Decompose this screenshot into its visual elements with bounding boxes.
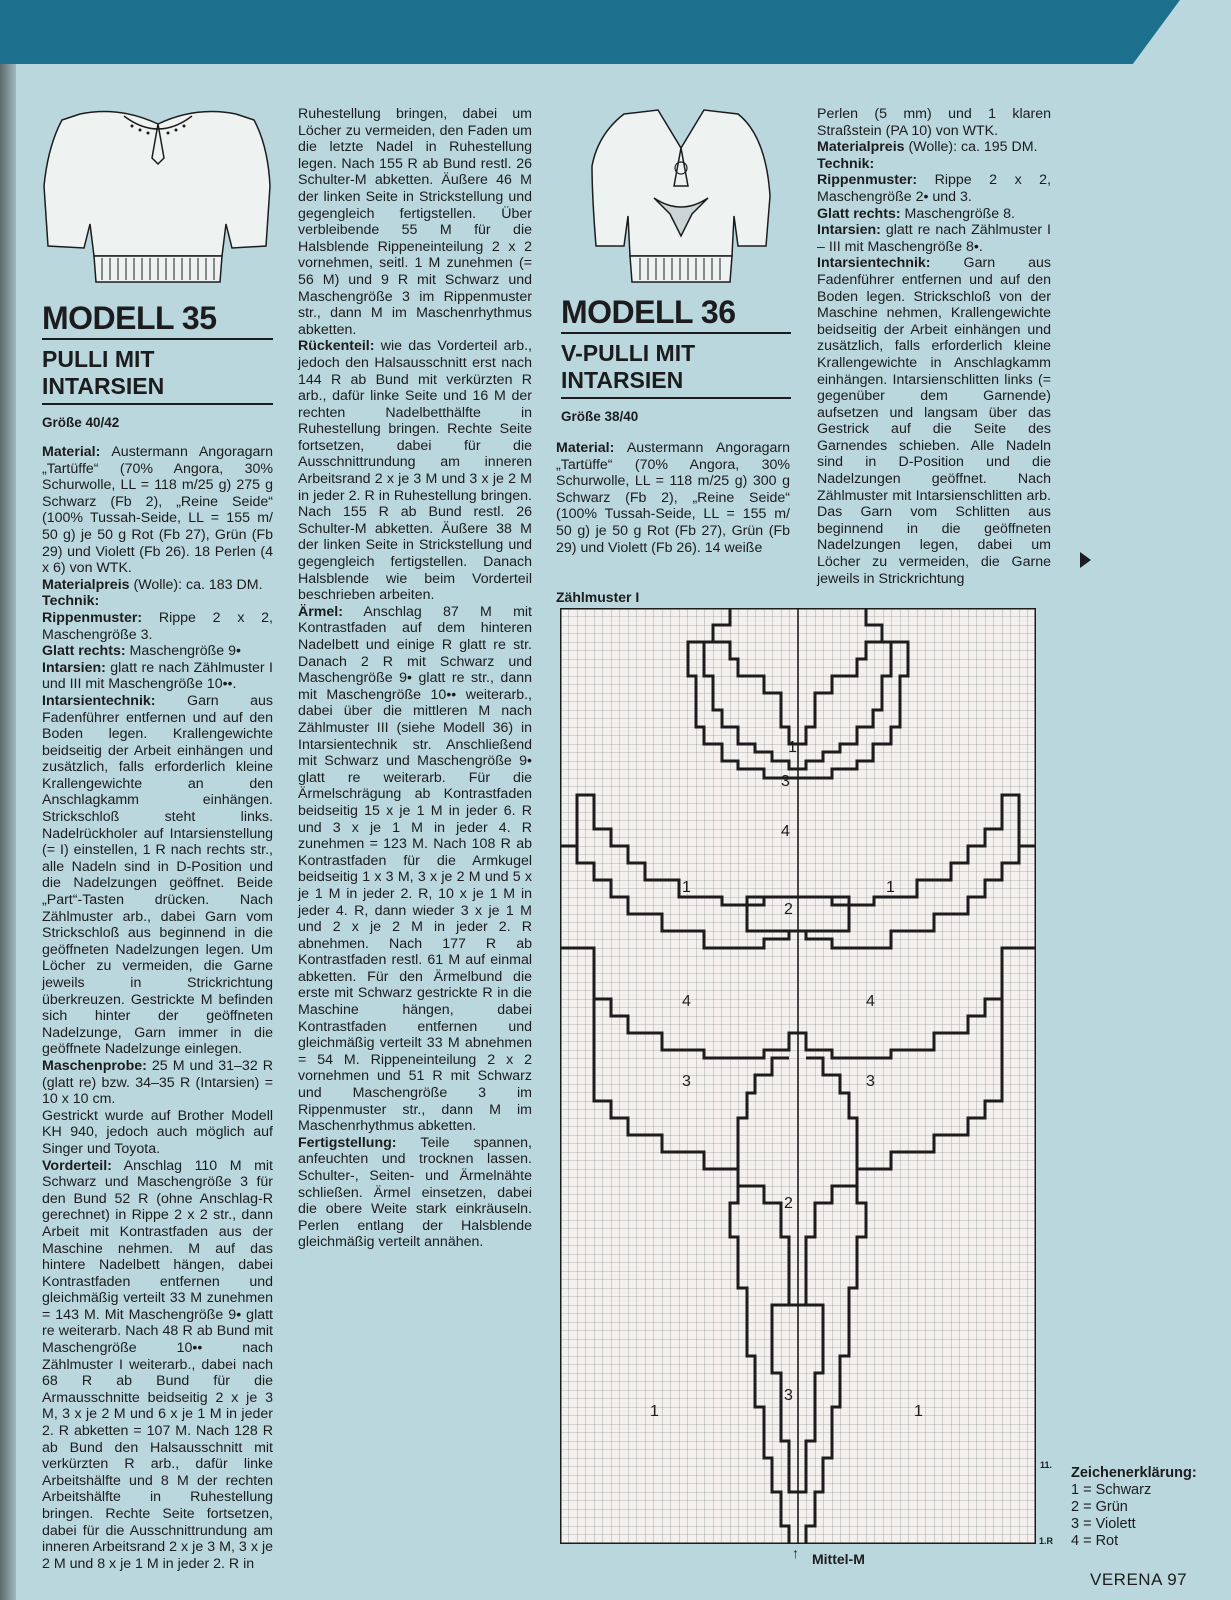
label: Material:	[42, 444, 101, 460]
legend-title: Zeichenerklärung:	[1071, 1465, 1197, 1481]
paragraph	[42, 1058, 273, 1108]
paragraph	[42, 660, 273, 693]
label: Rippenmuster:	[42, 609, 143, 626]
modell-35-subtitle	[42, 346, 273, 405]
paragraph: Ruhestellung bringen, dabei um Löcher zu vermeiden, den Faden um die letzte Nadel in Ruhestellung legen. Nach 155 R ab Bund restl. 26 Schulter-M abketten. Äußere 46 M der linken Seite in Strickstellung und gegengleich fertigstellen. Über verbleibende 55 M für die Halsblende Rippeneinteilung 2 x 2 vornehmen, seitl. 1 M zunehmen (= 56 M) und 9 R mit Schwarz und Maschengröße 3 im Rippenmuster str., dann M im Maschenrhythmus abketten.	[298, 106, 532, 338]
chart-row-marker-top: 11.	[1040, 1460, 1053, 1470]
label: Intarsientechnik:	[817, 255, 931, 272]
knitting-chart	[560, 608, 1036, 1544]
label: Maschenprobe:	[42, 1057, 147, 1074]
chart-color-number: 3	[781, 773, 790, 790]
paragraph: Perlen (5 mm) und 1 klaren Straßstein (PA 10) von WTK.	[817, 106, 1051, 139]
chart-color-number: 3	[682, 1073, 691, 1090]
text: Rippe 2 x 2, Maschengröße 2• und 3.	[817, 172, 1051, 205]
paragraph	[42, 444, 273, 577]
chart-color-number: 1	[682, 879, 691, 896]
text: (Wolle): ca. 195 DM.	[904, 139, 1038, 156]
paragraph	[556, 440, 790, 556]
paragraph	[42, 643, 273, 660]
paragraph	[42, 1158, 273, 1573]
paragraph	[298, 338, 532, 604]
paragraph	[42, 693, 273, 1058]
label: Rückenteil:	[298, 338, 375, 355]
text: wie das Vorderteil arb., jedoch den Halsausschnitt erst nach 144 R ab Bund mit verkürzten R arb., dafür linke Seite und 16 M der rechten Nadelbetthälfte in Ruhestellung bringen. Rechte Seite fortsetzen, dabei für die Ausschnittrundung am inneren Arbeitsrand 2 x je 3 M und 3 x je 2 M in jeder 2. R in Ruhestellung bringen. Nach 155 R ab Bund restl. 26 Schulter-M abketten. Äußere 38 M der linken Seite in Strickstellung und gegengleich fertigstellen. Danach Halsblende wie beim Vorderteil beschrieben arbeiten.	[298, 338, 532, 604]
text: Rippe 2 x 2, Maschengröße 3.	[42, 609, 273, 643]
chart-color-number: 1	[886, 879, 895, 896]
chart-color-number: 2	[784, 1195, 793, 1212]
text: Anschlag 110 M mit Schwarz und Maschengröße 3 für den Bund 52 R (ohne Anschlag-R gerechnet) in Rippe 2 x 2 str., dann Arbeit mit Kontrastfaden aus der Maschine nehmen. M auf das hintere Nadelbett hängen, dabei Kontrastfaden entfernen und gleichmäßig verteilt 33 M zunehmen = 143 M. Mit Maschengröße 9• glatt re weiterarb. Nach 48 R ab Bund mit Maschengröße 10•• nach Zählmuster I weiterarb., dabei nach 68 R ab Bund für die Armausschnitte beidseitig 2 x je 3 M, 3 x je 2 M und 6 x je 1 M in jeder 2. R abketten = 107 M. Nach 128 R ab Bund den Halsausschnitt mit verkürzten R arb., dafür linke Arbeitshälfte und 8 M der rechten Arbeitshälfte in Ruhestellung bringen. Rechte Seite fortsetzen, dabei für die Ausschnittrundung am inneren Arbeitsrand 2 x je 3 M, 3 x je 2 M und 8 x je 1 M in jeder 2. R in	[42, 1157, 273, 1572]
modell-36-size: Größe 38/40	[561, 409, 639, 424]
paragraph	[817, 156, 1051, 173]
text: 25 M und 31–32 R (glatt re) bzw. 34–35 R (Intarsien) = 10 x 10 cm.	[42, 1057, 273, 1108]
chart-title: Zählmuster I	[556, 589, 640, 605]
legend-item: 3 = Violett	[1071, 1516, 1136, 1532]
page-gutter-shadow	[0, 0, 16, 1600]
paragraph	[298, 604, 532, 1135]
sweater-sketch-modell-36	[588, 106, 774, 286]
label: Fertigstellung:	[298, 1134, 397, 1151]
text: (Wolle): ca. 183 DM.	[129, 576, 263, 593]
label: Ärmel:	[298, 603, 343, 620]
chart-color-number: 3	[866, 1073, 875, 1090]
label: Vorderteil:	[42, 1157, 112, 1174]
modell-35-subtitle-line2: INTARSIEN	[42, 373, 165, 399]
chart-color-number: 3	[784, 1387, 793, 1404]
label: Technik:	[817, 155, 875, 172]
chart-color-number: 1	[914, 1403, 923, 1420]
modell-36-title: MODELL 36	[561, 294, 791, 334]
label: Intarsien:	[42, 659, 106, 676]
modell-35-subtitle-line1: PULLI MIT	[42, 346, 155, 372]
legend-item: 1 = Schwarz	[1071, 1482, 1152, 1498]
paragraph	[42, 593, 273, 610]
chart-color-number: 1	[788, 739, 797, 756]
chart-legend	[1071, 1465, 1197, 1550]
chart-color-number: 4	[866, 993, 875, 1010]
text: glatt re nach Zählmuster I und III mit Maschengröße 10••.	[42, 659, 273, 693]
text: Maschengröße 9•	[125, 643, 241, 660]
label: Glatt rechts:	[42, 643, 126, 660]
paragraph	[817, 139, 1051, 156]
text: Maschengröße 8.	[900, 205, 1015, 222]
paragraph	[817, 222, 1051, 255]
text: Anschlag 87 M mit Kontrastfaden auf dem hinteren Nadelbett und einige R glatt re str. Danach 2 R mit Schwarz und Maschengröße 9• glatt re str., dann mit Maschengröße 10•• weiterarb., dabei über die mittleren M nach Zählmuster III (siehe Modell 36) in Intarsientechnik str. Anschließend mit Schwarz und Maschengröße 9• glatt re weiterarb. Für die Ärmelschrägung ab Kontrastfaden beidseitig 15 x je 1 M in jeder 6. R und 3 x je 1 M in jeder 4. R zunehmen = 123 M. Nach 108 R ab Kontrastfaden für die Armkugel beidseitig 1 x 3 M, 3 x je 2 M und 5 x je 1 M in jeder 2. R, 10 x je 1 M in jeder 4. R, dann wieder 3 x je 1 M und 2 x je 2 M in jeder 2. R abnehmen. Nach 177 R ab Kontrastfaden restl. 61 M auf einmal abketten. Für den Ärmelbund die erste mit Schwarz gestrickte R in die Maschine hängen, dabei Kontrastfaden entfernen und gleichmäßig verteilt 33 M abnehmen = 54 M. Rippeneinteilung 2 x 2 vornehmen und 51 R mit Schwarz und Maschengröße 3 im Rippenmuster str., dann M im Maschenrhythmus abketten.	[298, 603, 532, 1135]
paragraph	[298, 1135, 532, 1251]
label: Technik:	[42, 593, 100, 610]
label: Rippenmuster:	[817, 172, 918, 189]
text: Austermann Angoragarn „Tartüffe“ (70% Angora, 30% Schurwolle, LL = 118 m/25 g) 275 g Schwarz (Fb 2), „Reine Seide“ (100% Tussah-Seide, LL = 155 m/ 50 g) je 50 g Rot (Fb 27), Grün (Fb 29) und Violett (Fb 26). 18 Perlen (4 x 6) von WTK.	[42, 444, 273, 577]
top-banner	[0, 0, 1180, 64]
chart-color-number: 1	[650, 1403, 659, 1420]
modell-36-header	[561, 294, 791, 424]
label: Materialpreis	[42, 576, 130, 593]
label: Material:	[556, 440, 615, 456]
paragraph	[42, 577, 273, 594]
paragraph	[817, 172, 1051, 205]
label: Glatt rechts:	[817, 205, 901, 222]
text: Austermann Angoragarn „Tartüffe“ (70% Angora, 30% Schurwolle, LL = 118 m/25 g) 300 g Schwarz (Fb 2), „Reine Seide“ (100% Tussah-Seide, LL = 155 m/ 50 g) je 50 g Rot (Fb 27), Grün (Fb 29) und Violett (Fb 26). 14 weiße	[556, 440, 790, 556]
label: Intarsientechnik:	[42, 692, 156, 709]
modell-36-subtitle-line2: INTARSIEN	[561, 367, 684, 393]
chart-center-label: Mittel-M	[812, 1551, 865, 1567]
text: glatt re nach Zählmuster I – III mit Maschengröße 8•.	[817, 222, 1051, 255]
page-footer: VERENA 97	[1090, 1570, 1188, 1589]
paragraph	[42, 610, 273, 643]
modell-36-subtitle	[561, 340, 791, 399]
modell-35-header	[42, 300, 273, 430]
continue-arrow-icon	[1080, 552, 1091, 568]
paragraph: Gestrickt wurde auf Brother Modell KH 940, jedoch auch möglich auf Singer und Toyota.	[42, 1107, 273, 1157]
instructions-column-4	[817, 106, 1051, 587]
modell-36-subtitle-line1: V-PULLI MIT	[561, 340, 696, 366]
modell-35-title: MODELL 35	[42, 300, 273, 340]
label: Intarsien:	[817, 222, 881, 239]
sweater-sketch-modell-35	[40, 106, 276, 286]
center-arrow-icon: ↑	[792, 1545, 799, 1561]
modell-35-size: Größe 40/42	[42, 415, 120, 430]
legend-item: 4 = Rot	[1071, 1533, 1119, 1549]
paragraph	[817, 255, 1051, 587]
text: Garn aus Fadenführer entfernen und auf den Boden legen. Krallengewichte beidseitig der Arbeit einhängen und zusätzlich, falls erforderlich kleine Krallengewichte an den Anschlagkamm einhängen. Strickschloß steht links. Nadelrückholer auf Intarsienstellung (= I) einstellen, 1 R nach rechts str., alle Nadeln sind in D-Position und die Nadelzungen geöffnet. Beide „Part“-Tasten drücken. Nach Zählmuster arb., dabei Garn vom Strickschloß aus beginnend in die geöffneten Nadelzungen legen. Um Löcher zu vermeiden, die Garne jeweils in Strickrichtung überkreuzen. Gestrickte M befinden sich hinter der geöffneten Nadelzunge, Garn immer in die geöffnete Nadelzunge einlegen.	[42, 692, 273, 1058]
label: Materialpreis	[817, 139, 905, 156]
legend-item: 2 = Grün	[1071, 1499, 1128, 1515]
paragraph	[817, 206, 1051, 223]
text: Garn aus Fadenführer entfernen und auf den Boden legen. Strickschloß von der Maschine nehmen, Krallengewichte beidseitig der Arbeit einhängen und zusätzlich, falls erforderlich kleine Krallengewichte in Anschlagkamm einhängen. Intarsienschlitten links (= gegenüber dem Garnende) aufsetzen und langsam über das Gestrick auf die Seite des Garnendes schieben. Alle Nadeln sind in D-Position und die Nadelzungen geöffnet. Nach Zählmuster mit Intarsienschlitten arb. Das Garn vom Schlitten aus beginnend in die geöffneten Nadelzungen legen, dabei um Löcher zu vermeiden, die Garne jeweils in Strickrichtung	[817, 255, 1051, 587]
chart-color-number: 4	[781, 823, 790, 840]
instructions-column-2	[298, 106, 532, 1251]
chart-color-number: 4	[682, 993, 691, 1010]
text: Teile spannen, anfeuchten und trocknen lassen. Schulter-, Seiten- und Ärmelnähte schließen. Ärmel einsetzen, dabei die obere Weite stark einkräuseln. Perlen entlang der Halsblende gleichmäßig verteilt annähen.	[298, 1134, 532, 1251]
chart-color-number: 2	[784, 901, 793, 918]
chart-row-marker-bottom: 1.R	[1039, 1536, 1054, 1546]
instructions-column-3	[556, 440, 790, 556]
instructions-column-1	[42, 444, 273, 1572]
